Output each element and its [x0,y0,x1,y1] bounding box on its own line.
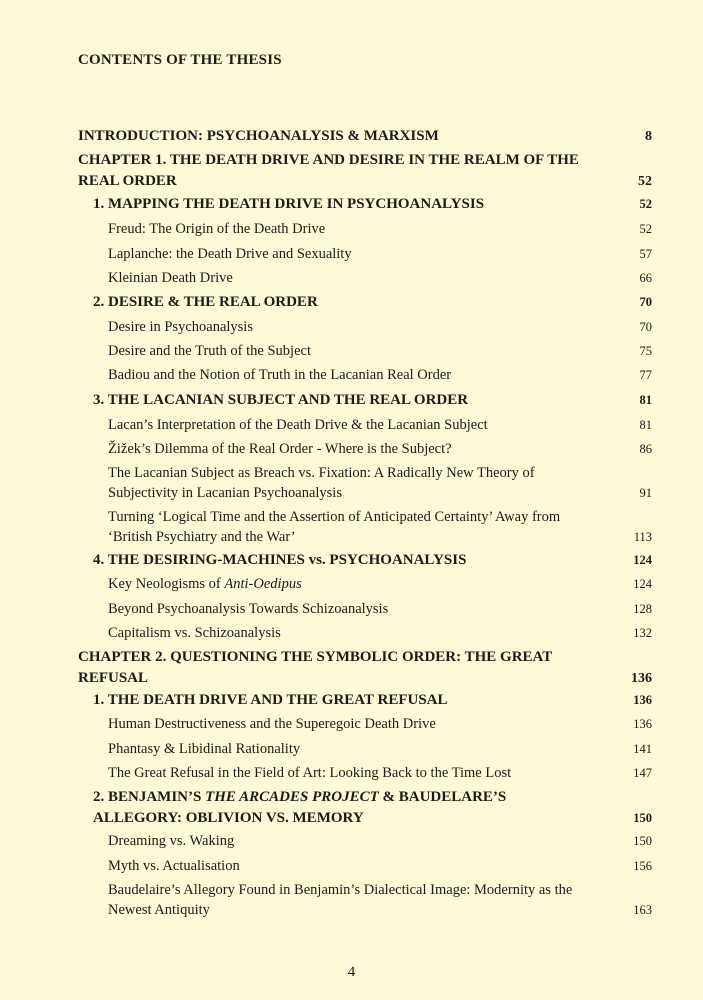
toc-entry-section[interactable] [93,194,652,215]
toc-entry-text: 1. MAPPING THE DEATH DRIVE IN PSYCHOANALYSIS [93,196,485,212]
toc-entry-page: 136 [633,717,652,731]
toc-entry-page: 141 [633,742,652,756]
toc-entry-text: Desire and the Truth of the Subject [108,343,311,359]
toc-entry-text: Freud: The Origin of the Death Drive [108,221,326,237]
toc-entry-subsection[interactable] [108,341,652,361]
toc-entry-page: 86 [639,442,652,456]
toc-entry-text: Kleinian Death Drive [108,270,233,286]
toc-entry-section[interactable] [93,292,652,313]
toc-entry-text: Desire in Psychoanalysis [108,319,253,335]
toc-entry-page: 70 [639,295,652,309]
toc-entry-subsection[interactable] [108,507,652,547]
toc-entry-subsection[interactable] [108,599,652,619]
toc-entry-text: 3. THE LACANIAN SUBJECT AND THE REAL ORDER [93,392,469,408]
toc-entry-subsection[interactable] [108,739,652,759]
toc-entry-subsection[interactable] [108,244,652,264]
toc-entry-section[interactable] [93,787,652,829]
toc-entry-page: 91 [639,486,652,500]
toc-entry-subsection[interactable] [108,317,652,337]
toc-entry-text: The Great Refusal in the Field of Art: Looking Back to the Time Lost [108,765,512,781]
toc-entry-text: Beyond Psychoanalysis Towards Schizoanalysis [108,601,389,617]
toc-entry-introduction[interactable] [78,126,652,147]
toc-entry-page: 124 [633,577,652,591]
toc-entry-text: 2. DESIRE & THE REAL ORDER [93,294,318,310]
toc-entry-page: 163 [633,903,652,917]
toc-entry-page: 66 [639,271,652,285]
toc-entry-text: Capitalism vs. Schizoanalysis [108,625,281,641]
toc-entry-subsection[interactable] [108,714,652,734]
toc-entry-subsection[interactable] [108,831,652,851]
toc-entry-page: 81 [639,418,652,432]
toc-entry-text: Badiou and the Notion of Truth in the Lacanian Real Order [108,367,452,383]
toc-entry-subsection[interactable] [108,856,652,876]
toc-entry-page: 136 [633,693,652,707]
toc-entry-subsection[interactable] [108,365,652,385]
toc-entry-page: 124 [633,553,652,567]
toc-entry-page: 75 [639,344,652,358]
toc-entry-text: 2. BENJAMIN’S THE ARCADES PROJECT & BAUDELARE’S ALLEGORY: OBLIVION VS. MEMORY [93,789,507,826]
toc-entry-chapter-1[interactable] [78,150,652,192]
toc-entry-page: 128 [633,602,652,616]
toc-entry-subsection[interactable] [108,439,652,459]
toc-entry-subsection[interactable] [108,763,652,783]
toc-entry-text: Baudelaire’s Allegory Found in Benjamin’s Dialectical Image: Modernity as the Newest Antiquity [108,882,573,918]
toc-entry-page: 70 [639,320,652,334]
toc-entry-text: CHAPTER 1. THE DEATH DRIVE AND DESIRE IN THE REALM OF THE REAL ORDER [78,152,579,189]
toc-entry-subsection[interactable] [108,463,652,503]
toc-entry-page: 52 [639,222,652,236]
toc-entry-section[interactable] [93,690,652,711]
toc-entry-subsection[interactable] [108,415,652,435]
toc-entry-page: 150 [633,811,652,825]
toc-entry-text: Lacan’s Interpretation of the Death Drive & the Lacanian Subject [108,417,488,433]
toc-entry-page: 136 [631,671,652,686]
toc-entry-subsection[interactable] [108,268,652,288]
page-number: 4 [347,964,356,980]
toc-entry-text: Laplanche: the Death Drive and Sexuality [108,246,352,262]
toc-entry-page: 132 [633,626,652,640]
toc-entry-text: Key Neologisms of Anti-Oedipus [108,576,302,592]
toc-entry-page: 150 [633,834,652,848]
toc-entry-page: 147 [633,766,652,780]
toc-entry-text: 1. THE DEATH DRIVE AND THE GREAT REFUSAL [93,692,448,708]
toc-entry-text: Turning ‘Logical Time and the Assertion of Anticipated Certainty’ Away from ‘British Psychiatry and the War’ [108,509,561,545]
toc-entry-text: INTRODUCTION: PSYCHOANALYSIS & MARXISM [78,128,439,144]
toc-entry-page: 52 [639,197,652,211]
toc-entry-page: 77 [639,368,652,382]
toc-entry-page: 8 [645,129,652,144]
toc-entry-text: 4. THE DESIRING-MACHINES vs. PSYCHOANALYSIS [93,552,467,568]
toc-entry-page: 156 [633,859,652,873]
toc-entry-page: 57 [639,247,652,261]
toc-entry-text: Phantasy & Libidinal Rationality [108,741,301,757]
toc-entry-section[interactable] [93,390,652,411]
toc-entry-text: Dreaming vs. Waking [108,833,235,849]
toc-entry-text: Human Destructiveness and the Superegoic Death Drive [108,716,436,732]
toc-entry-text: Myth vs. Actualisation [108,858,240,874]
toc-entry-subsection[interactable] [108,219,652,239]
toc-entry-text: Žižek’s Dilemma of the Real Order - Where is the Subject? [108,441,452,457]
toc-entry-subsection[interactable] [108,623,652,643]
toc-entry-text: The Lacanian Subject as Breach vs. Fixation: A Radically New Theory of Subjectivity in Lacanian Psychoanalysis [108,465,535,501]
toc-entry-section[interactable] [93,550,652,571]
page-title: CONTENTS OF THE THESIS [78,52,282,68]
toc-entry-page: 81 [639,393,652,407]
toc-entry-page: 113 [633,530,652,544]
toc-entry-subsection[interactable] [108,880,652,920]
toc-entry-text: CHAPTER 2. QUESTIONING THE SYMBOLIC ORDER: THE GREAT REFUSAL [78,649,552,686]
toc-entry-chapter-2[interactable] [78,647,652,689]
toc-entry-subsection[interactable] [108,574,652,594]
toc-entry-page: 52 [638,174,652,189]
